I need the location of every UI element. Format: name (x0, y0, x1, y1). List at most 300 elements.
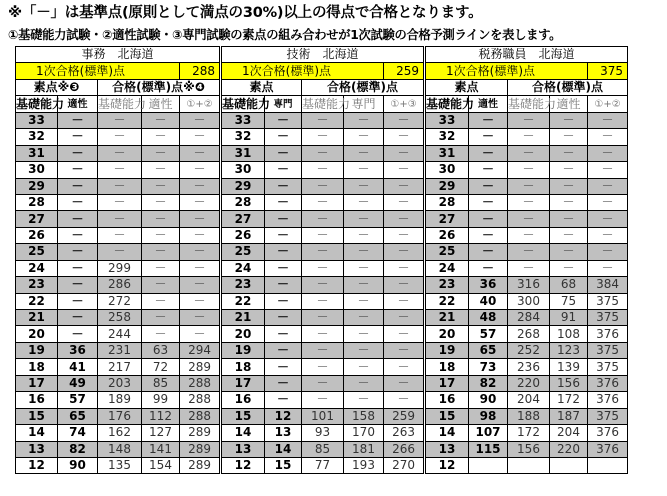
table-row (16, 310, 220, 326)
value-cell: － (58, 178, 98, 194)
value-cell: － (142, 211, 180, 227)
value-cell: 316 (508, 277, 550, 293)
table-row (16, 425, 220, 441)
table-row (16, 194, 220, 210)
value-cell: 99 (142, 392, 180, 408)
table-row (16, 326, 220, 342)
value-cell: － (550, 178, 588, 194)
table-row (426, 178, 628, 194)
value-cell: 172 (550, 392, 588, 408)
value-cell: 286 (98, 277, 142, 293)
col-header: 基礎能力 (222, 96, 271, 111)
value-cell: － (384, 375, 424, 391)
score-cell: 20 (16, 326, 58, 342)
value-cell: － (302, 244, 344, 260)
value-cell: － (265, 178, 302, 194)
score-cell: 33 (16, 112, 58, 128)
table-row (426, 408, 628, 424)
value-cell: － (142, 194, 180, 210)
col-header: 基礎能力 (98, 96, 147, 111)
score-cell: 19 (222, 342, 265, 358)
table-row (426, 441, 628, 457)
pass-value: 288 (180, 63, 220, 79)
value-cell: 148 (98, 441, 142, 457)
value-cell: 204 (508, 392, 550, 408)
value-cell: － (588, 145, 628, 161)
score-cell: 29 (426, 178, 469, 194)
value-cell: － (469, 178, 508, 194)
table-row (16, 260, 220, 276)
value-cell: 108 (550, 326, 588, 342)
score-cell: 28 (16, 194, 58, 210)
table-row (16, 359, 220, 375)
table-row (16, 112, 220, 128)
score-cell: 16 (16, 392, 58, 408)
score-cell: 33 (426, 112, 469, 128)
value-cell: － (98, 112, 142, 128)
score-cell: 24 (16, 260, 58, 276)
value-cell: － (344, 277, 384, 293)
score-cell: 23 (222, 277, 265, 293)
value-cell: － (180, 326, 220, 342)
value-cell: 107 (469, 425, 508, 441)
value-cell: 156 (550, 375, 588, 391)
table-row (16, 293, 220, 309)
value-cell: 220 (550, 441, 588, 457)
value-cell: 115 (469, 441, 508, 457)
value-cell: － (469, 211, 508, 227)
score-cell: 25 (16, 244, 58, 260)
value-cell: 74 (58, 425, 98, 441)
value-cell: － (265, 277, 302, 293)
score-cell: 25 (426, 244, 469, 260)
score-cell: 26 (16, 227, 58, 243)
table-row (222, 359, 424, 375)
table-row (222, 112, 424, 128)
score-cell: 14 (222, 425, 265, 441)
value-cell: － (508, 178, 550, 194)
value-cell: － (180, 211, 220, 227)
score-cell: 20 (222, 326, 265, 342)
value-cell: 272 (98, 293, 142, 309)
value-cell: － (384, 244, 424, 260)
col-header: 基礎能力 (302, 96, 351, 111)
value-cell: 375 (588, 310, 628, 326)
value-cell: － (469, 260, 508, 276)
value-cell: － (58, 227, 98, 243)
score-cell: 19 (16, 342, 58, 358)
pass-header: 合格(標準)点 (508, 79, 628, 95)
score-cell: 26 (426, 227, 469, 243)
table-row (222, 129, 424, 145)
value-cell: － (142, 227, 180, 243)
score-cell: 23 (426, 277, 469, 293)
score-cell: 22 (16, 293, 58, 309)
value-cell: 376 (588, 375, 628, 391)
col-header: 専門 (344, 96, 384, 112)
value-cell: － (180, 277, 220, 293)
value-cell: － (265, 211, 302, 227)
table-row (16, 211, 220, 227)
value-cell: － (588, 211, 628, 227)
score-cell: 31 (426, 145, 469, 161)
value-cell: － (180, 244, 220, 260)
table-row (426, 211, 628, 227)
value-cell: － (265, 162, 302, 178)
value-cell: － (469, 162, 508, 178)
value-cell: 90 (58, 457, 98, 473)
value-cell: － (469, 244, 508, 260)
value-cell: － (384, 342, 424, 358)
table-row (222, 457, 424, 473)
value-cell: － (180, 310, 220, 326)
table-row (426, 244, 628, 260)
table-row (222, 375, 424, 391)
value-cell: 294 (180, 342, 220, 358)
value-cell: 270 (384, 457, 424, 473)
value-cell: － (344, 178, 384, 194)
value-cell: 14 (265, 441, 302, 457)
value-cell: － (98, 178, 142, 194)
col-header: 専門 (265, 96, 302, 112)
score-header: 素点 (426, 79, 508, 95)
value-cell: － (98, 129, 142, 145)
table-row (426, 326, 628, 342)
value-cell: 82 (58, 441, 98, 457)
score-cell: 23 (16, 277, 58, 293)
value-cell: 258 (98, 310, 142, 326)
value-cell: － (384, 178, 424, 194)
score-cell: 18 (16, 359, 58, 375)
score-cell: 28 (222, 194, 265, 210)
value-cell: － (344, 227, 384, 243)
value-cell: 41 (58, 359, 98, 375)
value-cell: － (58, 260, 98, 276)
pass-label: 1次合格(標準)点 (16, 63, 180, 79)
table-row (16, 145, 220, 161)
value-cell: － (344, 244, 384, 260)
table-row (426, 425, 628, 441)
value-cell: － (469, 194, 508, 210)
value-cell: 85 (142, 375, 180, 391)
value-cell: － (344, 260, 384, 276)
value-cell: 375 (588, 293, 628, 309)
value-cell: － (58, 211, 98, 227)
value-cell: － (344, 293, 384, 309)
value-cell: － (98, 194, 142, 210)
value-cell: 65 (469, 342, 508, 358)
table-row (222, 326, 424, 342)
table-row (426, 293, 628, 309)
value-cell: － (180, 112, 220, 128)
table-row (426, 277, 628, 293)
value-cell: － (344, 342, 384, 358)
value-cell: － (265, 392, 302, 408)
value-cell: 236 (508, 359, 550, 375)
table-row (426, 162, 628, 178)
col-header: 適性 (58, 96, 98, 112)
value-cell: 75 (550, 293, 588, 309)
col-header: 適性 (469, 96, 508, 112)
value-cell: － (302, 310, 344, 326)
value-cell: － (344, 375, 384, 391)
score-cell: 29 (222, 178, 265, 194)
value-cell: 91 (550, 310, 588, 326)
value-cell (469, 457, 508, 473)
value-cell: － (58, 310, 98, 326)
value-cell: － (142, 310, 180, 326)
score-cell: 29 (16, 178, 58, 194)
value-cell: 376 (588, 441, 628, 457)
value-cell: － (302, 227, 344, 243)
table-row (16, 129, 220, 145)
value-cell: 288 (180, 408, 220, 424)
score-cell: 12 (426, 457, 469, 473)
value-cell: 85 (302, 441, 344, 457)
score-cell: 25 (222, 244, 265, 260)
value-cell: 123 (550, 342, 588, 358)
value-cell: 376 (588, 392, 628, 408)
value-cell: 259 (384, 408, 424, 424)
value-cell: 376 (588, 425, 628, 441)
value-cell: － (344, 326, 384, 342)
score-cell: 32 (426, 129, 469, 145)
table-row (426, 227, 628, 243)
score-cell: 14 (16, 425, 58, 441)
value-cell: － (344, 310, 384, 326)
value-cell: － (550, 162, 588, 178)
value-cell (508, 457, 550, 473)
value-cell: 252 (508, 342, 550, 358)
value-cell: 181 (344, 441, 384, 457)
value-cell: 189 (98, 392, 142, 408)
value-cell: － (588, 178, 628, 194)
value-cell: － (180, 260, 220, 276)
col-header: ①+② (588, 96, 628, 112)
value-cell: － (58, 244, 98, 260)
value-cell: － (469, 112, 508, 128)
value-cell: 48 (469, 310, 508, 326)
value-cell: － (98, 244, 142, 260)
value-cell: 289 (180, 425, 220, 441)
value-cell: － (302, 129, 344, 145)
pass-value: 375 (588, 63, 628, 79)
table-row (222, 227, 424, 243)
value-cell: 77 (302, 457, 344, 473)
col-header: ①+② (180, 96, 220, 112)
table-row (426, 194, 628, 210)
value-cell: 63 (142, 342, 180, 358)
value-cell: 204 (550, 425, 588, 441)
score-cell: 12 (16, 457, 58, 473)
value-cell: 57 (58, 392, 98, 408)
value-cell: 93 (302, 425, 344, 441)
value-cell: 289 (180, 457, 220, 473)
value-cell: 101 (302, 408, 344, 424)
table-row (426, 129, 628, 145)
value-cell: － (508, 129, 550, 145)
table-body (426, 112, 628, 474)
value-cell (550, 457, 588, 473)
value-cell: － (302, 342, 344, 358)
pass-label: 1次合格(標準)点 (222, 63, 384, 79)
value-cell: － (98, 145, 142, 161)
table-row (16, 162, 220, 178)
pass-label: 1次合格(標準)点 (426, 63, 588, 79)
table-row (16, 277, 220, 293)
value-cell: 244 (98, 326, 142, 342)
value-cell: － (384, 194, 424, 210)
score-cell: 33 (222, 112, 265, 128)
value-cell: － (550, 227, 588, 243)
value-cell: － (142, 129, 180, 145)
table-row (222, 342, 424, 358)
value-cell: － (384, 145, 424, 161)
table-row (222, 145, 424, 161)
value-cell: － (142, 145, 180, 161)
value-cell: － (265, 375, 302, 391)
score-cell: 31 (222, 145, 265, 161)
score-cell: 13 (426, 441, 469, 457)
value-cell: － (302, 260, 344, 276)
value-cell: 13 (265, 425, 302, 441)
table-gijutsu (221, 46, 424, 474)
value-cell: － (384, 211, 424, 227)
score-cell: 28 (426, 194, 469, 210)
value-cell: － (588, 194, 628, 210)
value-cell: － (180, 293, 220, 309)
value-cell: 36 (58, 342, 98, 358)
value-cell: － (302, 277, 344, 293)
score-cell: 22 (426, 293, 469, 309)
score-cell: 32 (16, 129, 58, 145)
value-cell: － (180, 194, 220, 210)
value-cell: 158 (344, 408, 384, 424)
score-cell: 30 (16, 162, 58, 178)
table-row (222, 392, 424, 408)
value-cell: 375 (588, 359, 628, 375)
value-cell: － (384, 310, 424, 326)
value-cell: － (265, 260, 302, 276)
value-cell: 127 (142, 425, 180, 441)
value-cell: － (265, 129, 302, 145)
value-cell: 73 (469, 359, 508, 375)
score-cell: 12 (222, 457, 265, 473)
value-cell: － (142, 244, 180, 260)
value-cell: － (344, 145, 384, 161)
value-cell: － (58, 293, 98, 309)
score-cell: 18 (222, 359, 265, 375)
value-cell: － (142, 293, 180, 309)
table-row (16, 408, 220, 424)
score-cell: 17 (426, 375, 469, 391)
table-body (16, 112, 220, 474)
score-cell: 30 (222, 162, 265, 178)
value-cell: － (142, 178, 180, 194)
value-cell: 49 (58, 375, 98, 391)
table-row (222, 310, 424, 326)
value-cell: － (302, 112, 344, 128)
value-cell: － (550, 145, 588, 161)
table-row (16, 178, 220, 194)
table-row (16, 441, 220, 457)
score-cell: 18 (426, 359, 469, 375)
table-row (222, 441, 424, 457)
value-cell: 176 (98, 408, 142, 424)
score-cell: 14 (426, 425, 469, 441)
value-cell: － (98, 162, 142, 178)
value-cell: － (550, 260, 588, 276)
score-cell: 13 (222, 441, 265, 457)
pass-header: 合格(標準)点 (302, 79, 424, 95)
value-cell: － (265, 112, 302, 128)
table-row (222, 293, 424, 309)
value-cell: － (344, 129, 384, 145)
value-cell: － (384, 227, 424, 243)
value-cell: － (344, 112, 384, 128)
pass-value: 259 (384, 63, 424, 79)
value-cell: － (469, 129, 508, 145)
table-zeimu (425, 46, 628, 474)
col-header: 適性 (550, 96, 588, 112)
value-cell: － (384, 326, 424, 342)
score-cell: 22 (222, 293, 265, 309)
score-cell: 17 (16, 375, 58, 391)
table-row (222, 162, 424, 178)
score-cell: 19 (426, 342, 469, 358)
value-cell: － (142, 112, 180, 128)
value-cell: － (265, 227, 302, 243)
value-cell: － (302, 326, 344, 342)
table-row (222, 194, 424, 210)
value-cell: － (142, 162, 180, 178)
value-cell: － (58, 129, 98, 145)
table-row (16, 375, 220, 391)
value-cell: 288 (180, 375, 220, 391)
value-cell: － (550, 244, 588, 260)
value-cell: － (265, 293, 302, 309)
score-cell: 24 (222, 260, 265, 276)
table-body (222, 112, 424, 474)
col-header: 基礎能力 (426, 96, 475, 111)
value-cell: － (265, 244, 302, 260)
value-cell: 98 (469, 408, 508, 424)
value-cell: － (265, 359, 302, 375)
col-header: 基礎能力 (508, 96, 557, 111)
value-cell: － (384, 359, 424, 375)
value-cell: － (180, 145, 220, 161)
value-cell: － (384, 260, 424, 276)
score-header: 素点 (222, 79, 302, 95)
value-cell: 220 (508, 375, 550, 391)
value-cell: － (344, 194, 384, 210)
score-cell: 20 (426, 326, 469, 342)
value-cell: － (142, 277, 180, 293)
table-row (426, 310, 628, 326)
score-cell: 27 (16, 211, 58, 227)
score-cell: 21 (426, 310, 469, 326)
value-cell: 112 (142, 408, 180, 424)
value-cell: － (469, 145, 508, 161)
table-title: 技術 北海道 (222, 47, 424, 63)
table-row (222, 211, 424, 227)
value-cell: 289 (180, 441, 220, 457)
value-cell: － (58, 277, 98, 293)
pass-header: 合格(標準)点※❹ (98, 79, 220, 95)
value-cell: 36 (469, 277, 508, 293)
value-cell: 40 (469, 293, 508, 309)
value-cell: － (58, 112, 98, 128)
